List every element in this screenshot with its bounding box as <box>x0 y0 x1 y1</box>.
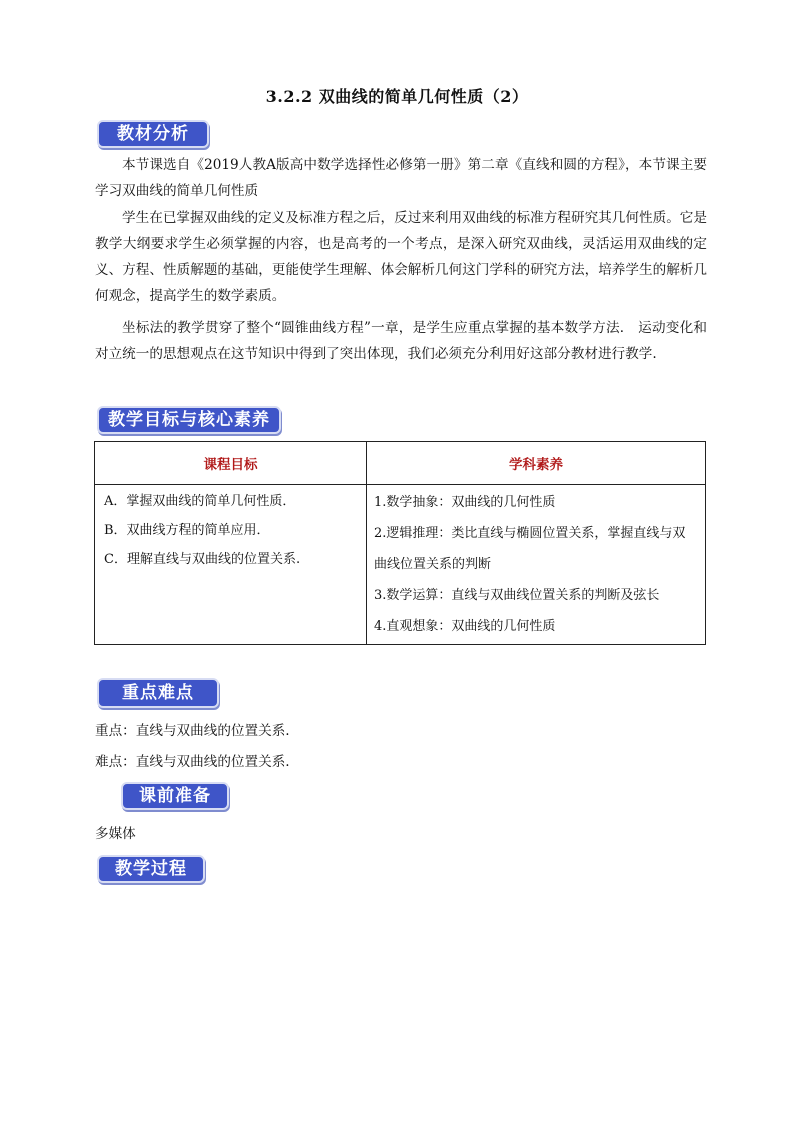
difficulty-point: 难点：直线与双曲线的位置关系. <box>95 754 290 770</box>
course-goal-c: C．理解直线与双曲线的位置关系. <box>104 552 301 567</box>
key-point: 重点：直线与双曲线的位置关系. <box>95 723 290 739</box>
header-literacy: 学科素养 <box>367 442 706 485</box>
literacy-2: 2.逻辑推理：类比直线与椭圆位置关系，掌握直线与双 <box>374 526 686 541</box>
goals-table <box>94 441 706 645</box>
table-row <box>95 485 706 645</box>
header-course-goals: 课程目标 <box>95 442 367 485</box>
literacy-4: 4.直观想象：双曲线的几何性质 <box>374 619 556 634</box>
section-tag-analysis: 教材分析 <box>97 120 209 148</box>
table-header-row <box>95 442 706 485</box>
section-tag-goals: 教学目标与核心素养 <box>97 406 281 434</box>
analysis-paragraph-2: 学生在已掌握双曲线的定义及标准方程之后，反过来利用双曲线的标准方程研究其几何性质。它是教学大纲要求学生必须掌握的内容，也是高考的一个考点，是深入研究双曲线，灵活运用双曲线的定义、方程、性质解题的基础，更能使学生理解、体会解析几何这门学科的研究方法，培养学生的解析几何观念，提高学生的数学素质。 <box>95 210 707 304</box>
section-tag-process: 教学过程 <box>97 855 205 883</box>
page-title: 3.2.2 双曲线的简单几何性质（2） <box>265 87 529 106</box>
course-goals-cell <box>95 485 367 645</box>
course-goal-b: B．双曲线方程的简单应用． <box>104 523 270 538</box>
literacy-1: 1.数学抽象：双曲线的几何性质 <box>374 495 556 510</box>
literacy-cell <box>367 485 706 645</box>
section-tag-prep: 课前准备 <box>121 782 229 810</box>
section-tag-key: 重点难点 <box>97 678 219 708</box>
analysis-paragraph-3: 坐标法的教学贯穿了整个“圆锥曲线方程”一章，是学生应重点掌握的基本数学方法． 运动变化和对立统一的思想观点在这节知识中得到了突出体现，我们必须充分利用好这部分教材进行教学. <box>95 320 707 362</box>
literacy-3: 3.数学运算：直线与双曲线位置关系的判断及弦长 <box>374 588 660 603</box>
course-goal-a: A．掌握双曲线的简单几何性质． <box>104 494 296 509</box>
prep-content: 多媒体 <box>95 826 136 842</box>
analysis-paragraph-1: 本节课选自《2019人教A版高中数学选择性必修第一册》第二章《直线和圆的方程》，本节课主要学习双曲线的简单几何性质 <box>95 157 707 199</box>
literacy-2-cont: 曲线位置关系的判断 <box>374 557 492 572</box>
